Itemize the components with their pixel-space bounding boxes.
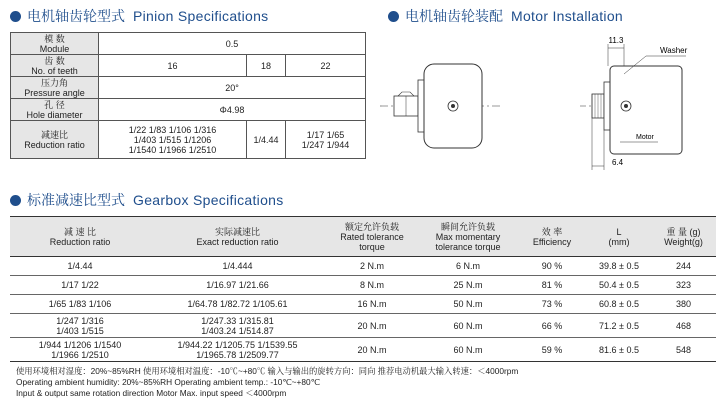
row-label: 压力角 Pressure angle bbox=[11, 77, 99, 99]
row-label: 模 数 Module bbox=[11, 33, 99, 55]
table-row bbox=[10, 257, 716, 276]
table-row bbox=[11, 55, 366, 77]
column-header: 瞬间允许负载 Max momentary tolerance torque bbox=[419, 217, 517, 257]
efficiency-cell: 73 % bbox=[517, 295, 587, 314]
ratio-cell: 1/247 1/316 1/403 1/515 bbox=[10, 314, 150, 338]
pinion-title-cn: 电机轴齿轮型式 bbox=[27, 8, 125, 24]
motor-front-view bbox=[380, 64, 500, 148]
teeth-value: 18 bbox=[247, 55, 286, 77]
exact-ratio-cell: 1/16.97 1/21.66 bbox=[150, 276, 325, 295]
weight-cell: 380 bbox=[651, 295, 716, 314]
ratio-cell: 1/17 1/22 bbox=[10, 276, 150, 295]
table-row bbox=[11, 99, 366, 121]
max-torque-cell: 25 N.m bbox=[419, 276, 517, 295]
table-row bbox=[11, 121, 366, 159]
gearbox-table bbox=[10, 216, 716, 362]
hole-diameter-value: Φ4.98 bbox=[99, 99, 366, 121]
rated-torque-cell: 16 N.m bbox=[325, 295, 419, 314]
motor-section-title bbox=[388, 6, 623, 26]
exact-ratio-cell: 1/944.22 1/1205.75 1/1539.55 1/1965.78 1/2509.77 bbox=[150, 338, 325, 362]
efficiency-cell: 59 % bbox=[517, 338, 587, 362]
rated-torque-cell: 2 N.m bbox=[325, 257, 419, 276]
length-cell: 81.6 ± 0.5 bbox=[587, 338, 651, 362]
table-row bbox=[10, 338, 716, 362]
gearbox-section-title bbox=[10, 190, 284, 210]
row-label: 减速比 Reduction ratio bbox=[11, 121, 99, 159]
note-line-en: Input & output same rotation direction Motor Max. input speed ＜4000rpm bbox=[16, 388, 287, 398]
teeth-value: 16 bbox=[99, 55, 247, 77]
pinion-table bbox=[10, 32, 366, 159]
max-torque-cell: 6 N.m bbox=[419, 257, 517, 276]
table-row bbox=[10, 314, 716, 338]
bullet-icon bbox=[388, 11, 399, 22]
ratio-cell: 1/4.44 bbox=[10, 257, 150, 276]
teeth-value: 22 bbox=[286, 55, 366, 77]
column-header: 额定允许负载 Rated tolerance torque bbox=[325, 217, 419, 257]
exact-ratio-cell: 1/64.78 1/82.72 1/105.61 bbox=[150, 295, 325, 314]
column-header: L (mm) bbox=[587, 217, 651, 257]
motor-side-view bbox=[580, 36, 688, 170]
rated-torque-cell: 20 N.m bbox=[325, 338, 419, 362]
efficiency-cell: 66 % bbox=[517, 314, 587, 338]
pressure-angle-value: 20° bbox=[99, 77, 366, 99]
rated-torque-cell: 8 N.m bbox=[325, 276, 419, 295]
ratio-cell: 1/944 1/1206 1/1540 1/1966 1/2510 bbox=[10, 338, 150, 362]
column-header: 减 速 比 Reduction ratio bbox=[10, 217, 150, 257]
efficiency-cell: 81 % bbox=[517, 276, 587, 295]
weight-cell: 244 bbox=[651, 257, 716, 276]
table-row bbox=[11, 33, 366, 55]
ratio-value: 1/17 1/65 1/247 1/944 bbox=[286, 121, 366, 159]
length-cell: 60.8 ± 0.5 bbox=[587, 295, 651, 314]
row-label: 齿 数 No. of teeth bbox=[11, 55, 99, 77]
bullet-icon bbox=[10, 11, 21, 22]
washer-label: Washer bbox=[660, 46, 688, 55]
column-header: 效 率 Efficiency bbox=[517, 217, 587, 257]
weight-cell: 323 bbox=[651, 276, 716, 295]
length-cell: 71.2 ± 0.5 bbox=[587, 314, 651, 338]
motor-title-en: Motor Installation bbox=[511, 8, 624, 24]
row-label: 孔 径 Hole diameter bbox=[11, 99, 99, 121]
length-cell: 39.8 ± 0.5 bbox=[587, 257, 651, 276]
table-header-row bbox=[10, 217, 716, 257]
max-torque-cell: 60 N.m bbox=[419, 314, 517, 338]
dim-bottom-label: 6.4 bbox=[612, 158, 624, 167]
table-row bbox=[11, 77, 366, 99]
motor-installation-drawing bbox=[380, 30, 710, 180]
weight-cell: 548 bbox=[651, 338, 716, 362]
pinion-title-en: Pinion Specifications bbox=[133, 8, 269, 24]
length-cell: 50.4 ± 0.5 bbox=[587, 276, 651, 295]
exact-ratio-cell: 1/4.444 bbox=[150, 257, 325, 276]
ratio-value: 1/4.44 bbox=[247, 121, 286, 159]
dim-top-label: 11.3 bbox=[608, 36, 624, 45]
ratio-cell: 1/65 1/83 1/106 bbox=[10, 295, 150, 314]
table-row bbox=[10, 276, 716, 295]
motor-label: Motor bbox=[636, 134, 654, 141]
exact-ratio-cell: 1/247.33 1/315.81 1/403.24 1/514.87 bbox=[150, 314, 325, 338]
pinion-section-title bbox=[10, 6, 269, 26]
bullet-icon bbox=[10, 195, 21, 206]
rated-torque-cell: 20 N.m bbox=[325, 314, 419, 338]
column-header: 实际减速比 Exact reduction ratio bbox=[150, 217, 325, 257]
column-header: 重 量 (g) Weight(g) bbox=[651, 217, 716, 257]
motor-title-cn: 电机轴齿轮装配 bbox=[405, 8, 503, 24]
efficiency-cell: 90 % bbox=[517, 257, 587, 276]
module-value: 0.5 bbox=[99, 33, 366, 55]
operating-notes bbox=[16, 366, 518, 399]
gearbox-title-en: Gearbox Specifications bbox=[133, 192, 284, 208]
max-torque-cell: 60 N.m bbox=[419, 338, 517, 362]
note-line-en: Operating ambient humidity: 20%~85%RH Operating ambient temp.: -10℃~+80℃ bbox=[16, 377, 320, 387]
table-row bbox=[10, 295, 716, 314]
gearbox-title-cn: 标准减速比型式 bbox=[27, 192, 125, 208]
ratio-value: 1/22 1/83 1/106 1/316 1/403 1/515 1/1206 1/1540 1/1966 1/2510 bbox=[99, 121, 247, 159]
max-torque-cell: 50 N.m bbox=[419, 295, 517, 314]
weight-cell: 468 bbox=[651, 314, 716, 338]
note-line-cn: 使用环境相对湿度：20%~85%RH 使用环境相对温度：-10℃~+80℃ 输入与输出的旋转方向：同向 推荐电动机最大输入转速：＜4000rpm bbox=[16, 366, 519, 376]
